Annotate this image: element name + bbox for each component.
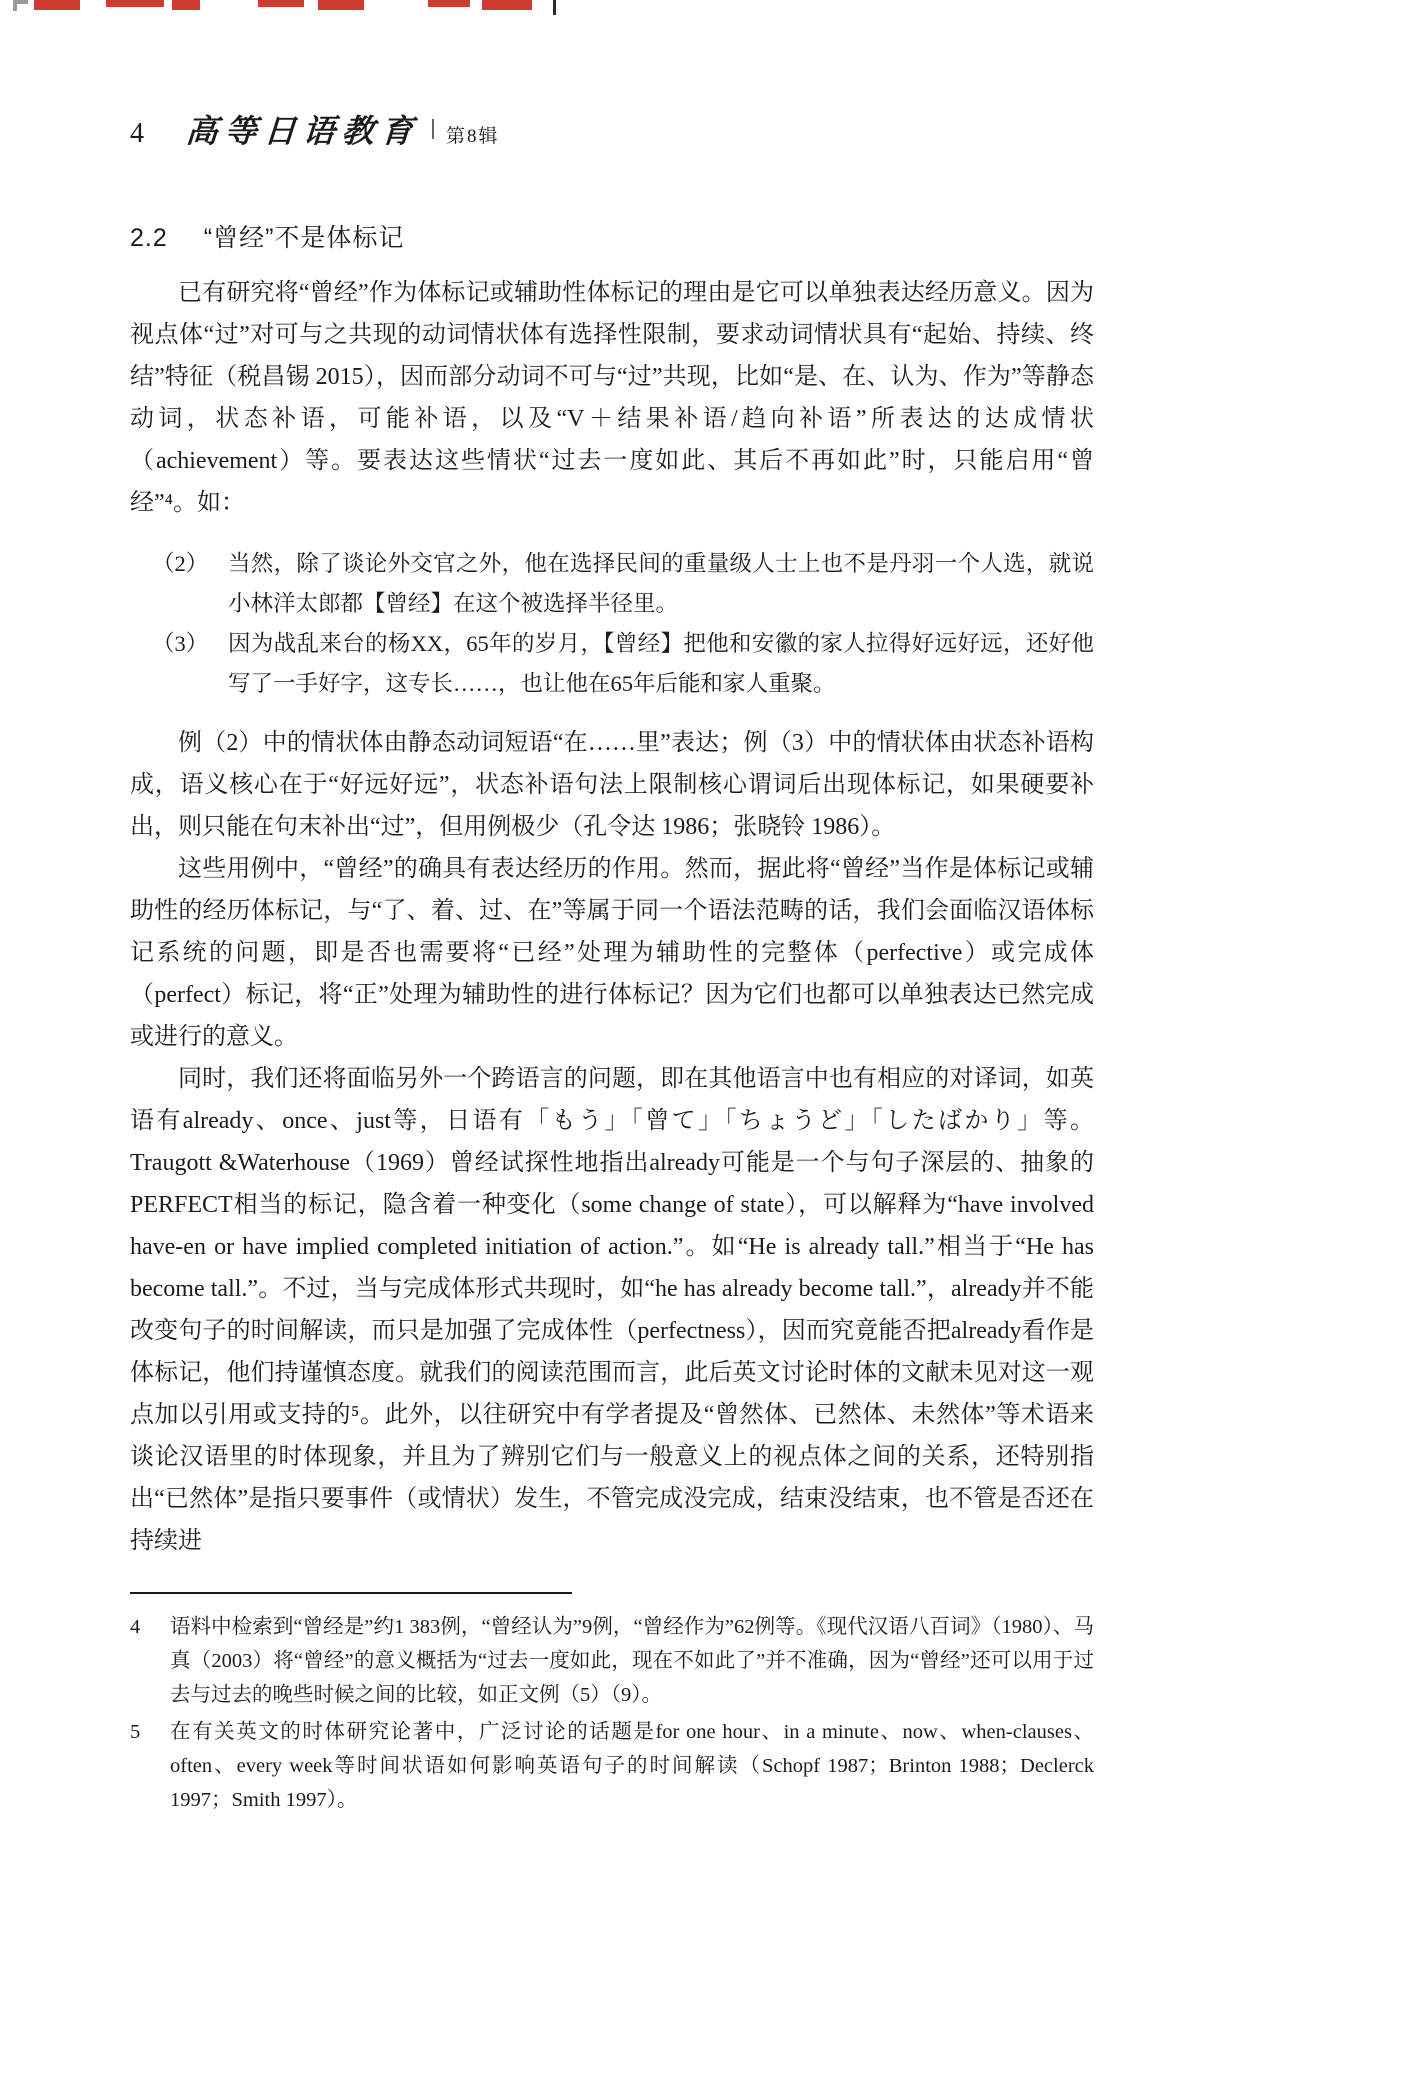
example-text: 因为战乱来台的杨XX，65年的岁月，【曾经】把他和安徽的家人拉得好远好远，还好他写了一手好字，这专长……，也让他在65年后能和家人重聚。: [228, 631, 1094, 696]
example-item: [152, 544, 1094, 624]
body-paragraph: 同时，我们还将面临另外一个跨语言的问题，即在其他语言中也有相应的对译词，如英语有already、once、just等，日语有「もう」「曾て」「ちょうど」「したばかり」等。Traugott &Waterhouse（1969）曾经试探性地指出already可能是一个与句子深层的、抽象的PERFECT相当的标记，隐含着一种变化（some change of state），可以解释为“have involved have-en or have implied completed initiation of action.”。如“He is already tall.”相当于“He has become tall.”。不过，当与完成体形式共现时，如“he has already become tall.”，already并不能改变句子的时间解读，而只是加强了完成体性（perfectness），因而究竟能否把already看作是体标记，他们持谨慎态度。就我们的阅读范围而言，此后英文讨论时体的文献未见对这一观点加以引用或支持的⁵。此外，以往研究中有学者提及“曾然体、已然体、未然体”等术语来谈论汉语里的时体现象，并且为了辨别它们与一般意义上的视点体之间的关系，还特别指出“已然体”是指只要事件（或情状）发生，不管完成没完成，结束没结束，也不管是否还在持续进: [130, 1066, 1094, 1554]
footnote-text: 在有关英文的时体研究论著中，广泛讨论的话题是for one hour、in a minute、now、when-clauses、often、every week等时间状语如何影响英语句子的时间解读（Schopf 1987；Brinton 1988；Declerck 1997；Smith 1997）。: [170, 1721, 1094, 1811]
section-heading: [130, 218, 1094, 254]
footnote-number: 4: [130, 1616, 141, 1638]
issue-label: 第8辑: [446, 126, 500, 147]
examples-block: [152, 544, 1094, 704]
footnotes: [130, 1610, 1094, 1817]
footnote-item: [130, 1610, 1094, 1712]
body-paragraph: 例（2）中的情状体由静态动词短语“在……里”表达；例（3）中的情状体由状态补语构成，语义核心在于“好远好远”，状态补语句法上限制核心谓词后出现体标记，如果硬要补出，则只能在句末补出“过”，但用例极少（孔令达 1986；张晓铃 1986）。: [130, 730, 1094, 840]
scan-artifact-red-mark: [34, 0, 80, 10]
scan-artifact-corner-mark: [13, 0, 28, 11]
page-content: [130, 0, 1094, 1820]
footnote-divider: [130, 1592, 572, 1594]
running-header: [130, 0, 1094, 152]
section-number: 2.2: [130, 224, 168, 252]
footnote-text: 语料中检索到“曾经是”约1 383例，“曾经认为”9例，“曾经作为”62例等。《现代汉语八百词》（1980）、马真（2003）将“曾经”的意义概括为“过去一度如此，现在不如此了”并不准确，因为“曾经”还可以用于过去与过去的晚些时候之间的比较，如正文例（5）（9）。: [170, 1616, 1094, 1706]
example-text: 当然，除了谈论外交官之外，他在选择民间的重量级人士上也不是丹羽一个人选，就说小林洋太郎都【曾经】在这个被选择半径里。: [228, 551, 1094, 616]
header-separator: [432, 119, 434, 139]
body-paragraph: 已有研究将“曾经”作为体标记或辅助性体标记的理由是它可以单独表达经历意义。因为视点体“过”对可与之共现的动词情状体有选择性限制，要求动词情状具有“起始、持续、终结”特征（税昌锡 2015），因而部分动词不可与“过”共现，比如“是、在、认为、作为”等静态动词，状态补语，可能补语，以及“V＋结果补语/趋向补语”所表达的达成情状（achievement）等。要表达这些情状“过去一度如此、其后不再如此”时，只能启用“曾经”⁴。如：: [130, 280, 1094, 516]
example-label: （2）: [152, 551, 209, 576]
page-number: 4: [130, 118, 144, 149]
section-title: “曾经”不是体标记: [203, 224, 405, 252]
example-item: [152, 624, 1094, 704]
footnote-item: [130, 1715, 1094, 1817]
footnote-number: 5: [130, 1721, 141, 1743]
journal-title: 高等日语教育: [184, 113, 422, 149]
example-label: （3）: [152, 631, 209, 656]
body-paragraph: 这些用例中，“曾经”的确具有表达经历的作用。然而，据此将“曾经”当作是体标记或辅助性的经历体标记，与“了、着、过、在”等属于同一个语法范畴的话，我们会面临汉语体标记系统的问题，即是否也需要将“已经”处理为辅助性的完整体（perfective）或完成体（perfect）标记，将“正”处理为辅助性的进行体标记？因为它们也都可以单独表达已然完成或进行的意义。: [130, 856, 1094, 1050]
